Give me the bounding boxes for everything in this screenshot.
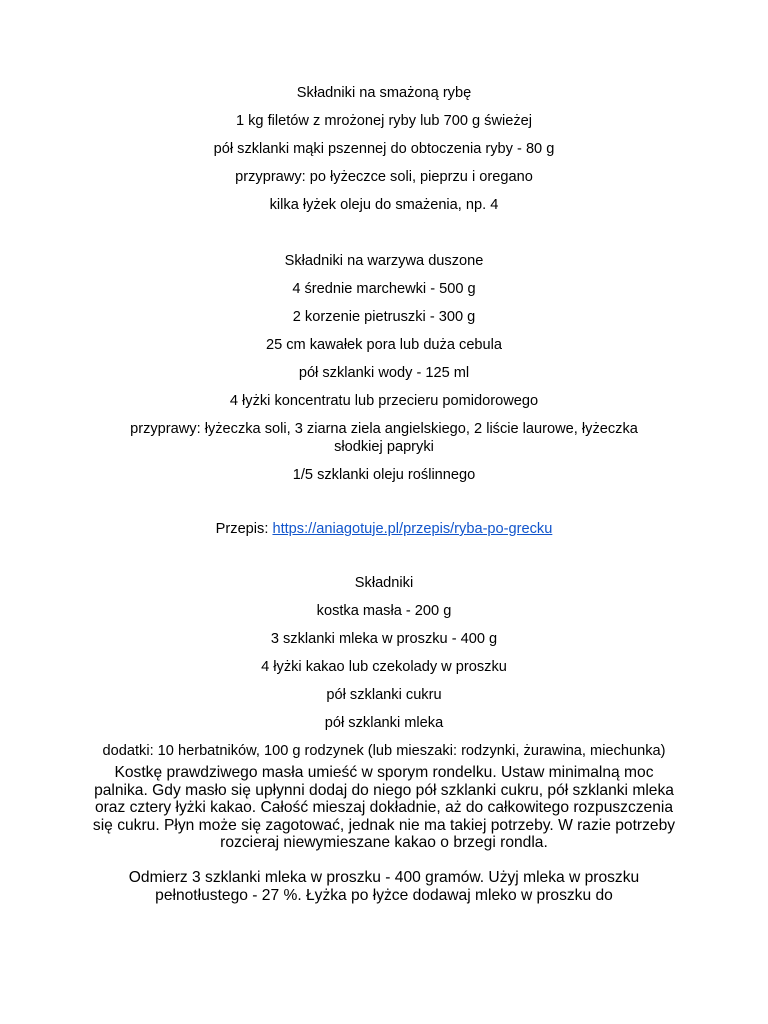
instruction-paragraph: Kostkę prawdziwego masła umieść w sporym rondelku. Ustaw minimalną moc palnika. Gdy masło się upłynni dodaj do niego pół szklanki cukru, pół szklanki mleka oraz cztery łyżki kakao. Całość mieszaj dokładnie, aż do całkowitego rozpuszczenia się cukru. Płyn może się zagotować, jednak nie ma takiej potrzeby. W razie potrzeby rozcieraj niewymieszane kakao o brzegi rondla. — [92, 764, 676, 852]
fish-heading: Składniki na smażoną rybę — [296, 85, 472, 101]
second-item: kostka masła - 200 g — [316, 603, 452, 619]
spacer — [100, 548, 668, 574]
second-item: 3 szklanki mleka w proszku - 400 g — [270, 631, 498, 647]
instruction-paragraph: Odmierz 3 szklanki mleka w proszku - 400 gramów. Użyj mleka w proszku pełnotłustego - 27 %. Łyżka po łyżce dodawaj mleko w proszku do — [128, 868, 640, 904]
vegetable-item: 4 średnie marchewki - 500 g — [292, 281, 476, 297]
vegetable-item: 25 cm kawałek pora lub duża cebula — [265, 337, 503, 353]
vegetables-heading: Składniki na warzywa duszone — [284, 253, 484, 269]
recipe-label: Przepis: — [215, 521, 273, 537]
second-heading: Składniki — [354, 575, 414, 591]
fish-item: pół szklanki mąki pszennej do obtoczenia ryby - 80 g — [213, 141, 555, 157]
instructions-section — [92, 764, 676, 904]
fish-item: 1 kg filetów z mrożonej ryby lub 700 g świeżej — [235, 113, 533, 129]
second-item: pół szklanki mleka — [324, 715, 444, 731]
vegetable-item: 4 łyżki koncentratu lub przecieru pomidorowego — [229, 393, 539, 409]
recipe-source — [100, 520, 668, 538]
vegetable-item: 1/5 szklanki oleju roślinnego — [292, 467, 476, 483]
vegetable-item: pół szklanki wody - 125 ml — [298, 365, 470, 381]
vegetable-item: przyprawy: łyżeczka soli, 3 ziarna ziela angielskiego, 2 liście laurowe, łyżeczka słodkiej papryki — [130, 421, 638, 455]
fish-ingredients-section — [100, 84, 668, 214]
spacer — [100, 224, 668, 252]
document-page — [92, 84, 676, 904]
recipe-link[interactable]: https://aniagotuje.pl/przepis/ryba-po-grecku — [272, 521, 553, 537]
vegetable-item: 2 korzenie pietruszki - 300 g — [292, 309, 476, 325]
spacer — [92, 852, 676, 869]
second-item: 4 łyżki kakao lub czekolady w proszku — [261, 659, 507, 675]
spacer — [100, 494, 668, 520]
second-ingredients-section — [100, 574, 668, 760]
vegetable-ingredients-section — [100, 252, 668, 484]
second-item: dodatki: 10 herbatników, 100 g rodzynek (lub mieszaki: rodzynki, żurawina, miechunka) — [102, 743, 666, 759]
fish-item: kilka łyżek oleju do smażenia, np. 4 — [269, 197, 499, 213]
second-item: pół szklanki cukru — [326, 687, 442, 703]
fish-item: przyprawy: po łyżeczce soli, pieprzu i oregano — [235, 169, 533, 185]
